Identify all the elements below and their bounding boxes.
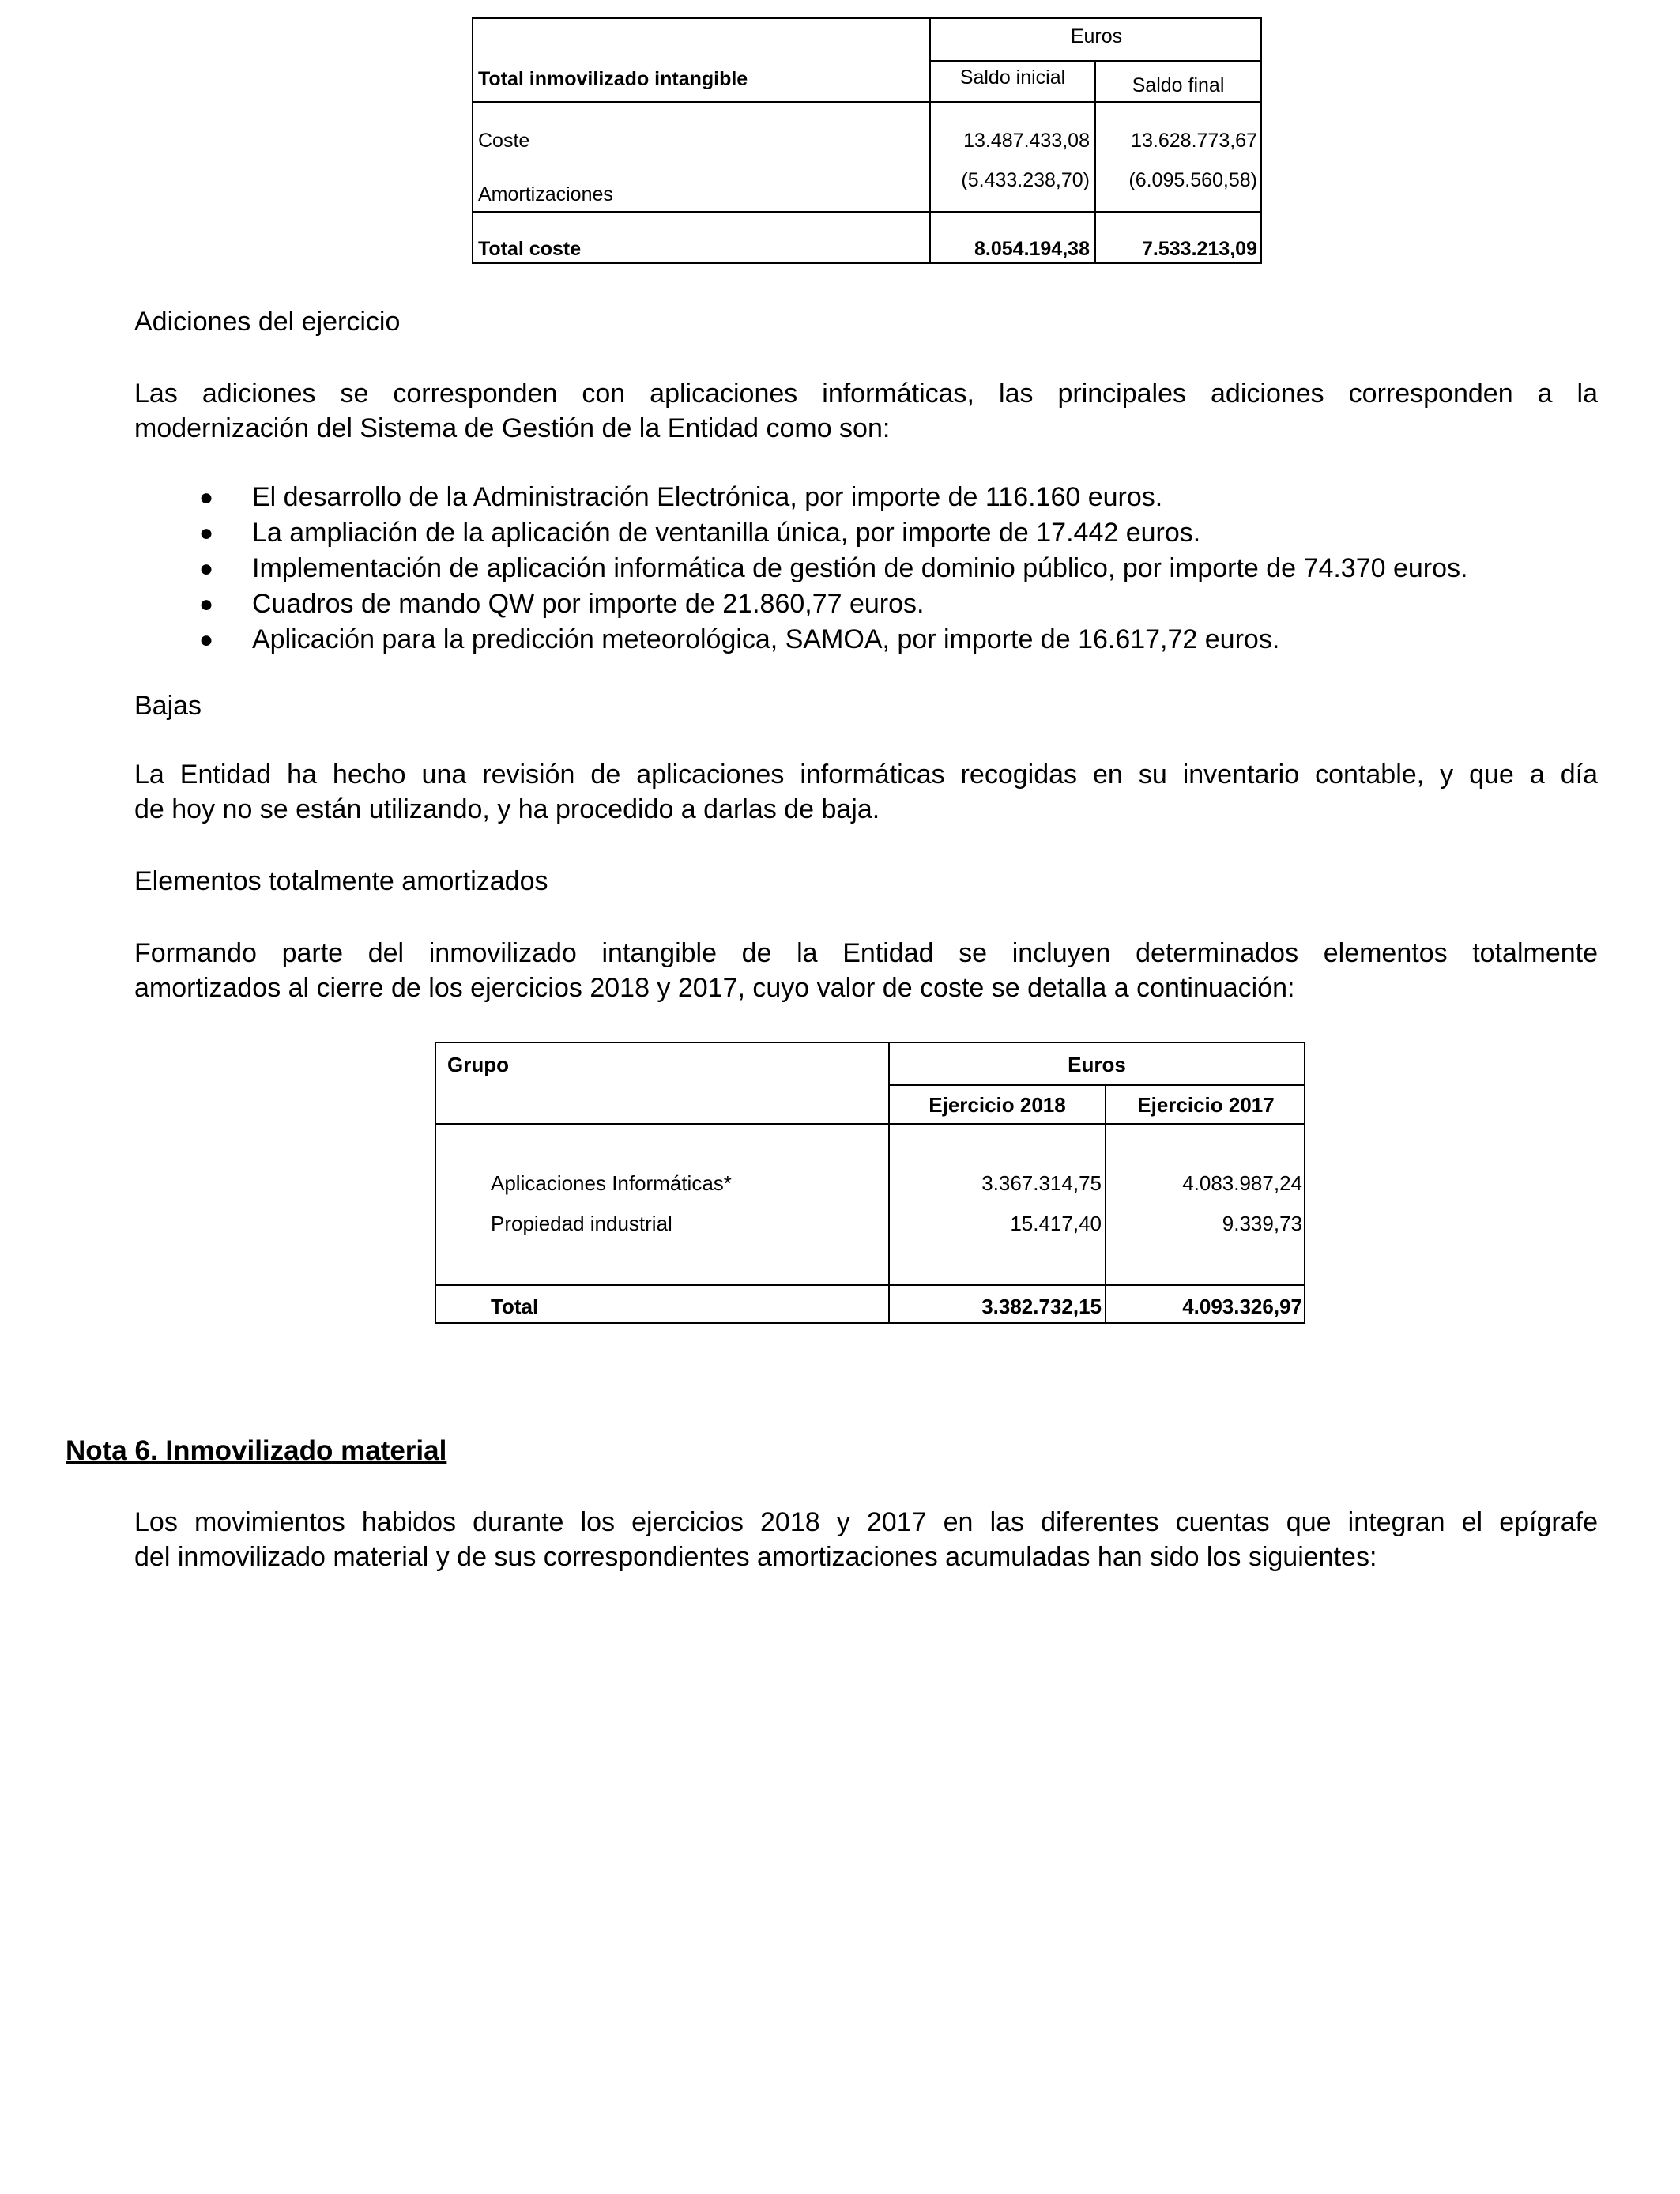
bajas-line1: La Entidad ha hecho una revisión de aplicaciones informáticas recogidas en su inventario contable, y que a día — [134, 760, 1598, 790]
bullet-icon: ● — [199, 627, 214, 653]
list-item: ● Implementación de aplicación informática de gestión de dominio público, por importe de 74.370 euros. — [198, 551, 1604, 586]
table-divider — [473, 211, 1260, 213]
cell-amortizaciones-final: (6.095.560,58) — [1128, 169, 1257, 191]
list-item: ● El desarrollo de la Administración Electrónica, por importe de 116.160 euros. — [198, 480, 1604, 515]
row-header: Total inmovilizado intangible — [478, 68, 748, 90]
cell-propiedad-2018: 15.417,40 — [1010, 1212, 1102, 1235]
cell-aplicaciones-2017: 4.083.987,24 — [1182, 1171, 1302, 1195]
nota6-paragraph — [134, 1505, 1598, 1574]
table-divider — [473, 101, 1260, 103]
bajas-line2: de hoy no se están utilizando, y ha procedido a darlas de baja. — [134, 794, 880, 824]
row-label-coste: Coste — [478, 130, 530, 152]
bullet-icon: ● — [199, 520, 214, 546]
col-header-2017: Ejercicio 2017 — [1137, 1093, 1275, 1117]
row-label-total-coste: Total coste — [478, 238, 582, 260]
adiciones-intro — [134, 376, 1598, 446]
bajas-paragraph — [134, 757, 1598, 827]
adiciones-list — [198, 480, 1604, 658]
euros-header: Euros — [1068, 1053, 1126, 1076]
col-header-2018: Ejercicio 2018 — [929, 1093, 1066, 1117]
cell-total-2018: 3.382.732,15 — [981, 1295, 1102, 1318]
adiciones-intro-line1: Las adiciones se corresponden con aplicaciones informáticas, las principales adiciones corresponden a la — [134, 379, 1598, 409]
cell-total-inicial: 8.054.194,38 — [974, 238, 1090, 260]
cell-coste-final: 13.628.773,67 — [1131, 130, 1257, 152]
elementos-line2: amortizados al cierre de los ejercicios 2018 y 2017, cuyo valor de coste se detalla a continuación: — [134, 973, 1295, 1003]
cell-coste-inicial: 13.487.433,08 — [963, 130, 1090, 152]
col-header-saldo-inicial: Saldo inicial — [959, 66, 1066, 89]
table-divider — [436, 1123, 1304, 1125]
fully-amortized-table — [435, 1042, 1305, 1324]
cell-propiedad-2017: 9.339,73 — [1222, 1212, 1302, 1235]
row-label-aplicaciones: Aplicaciones Informáticas* — [491, 1171, 732, 1195]
table-divider — [929, 60, 1260, 62]
table-divider — [436, 1284, 1304, 1286]
cell-aplicaciones-2018: 3.367.314,75 — [981, 1171, 1102, 1195]
list-item: ● La ampliación de la aplicación de ventanilla única, por importe de 17.442 euros. — [198, 515, 1604, 551]
section-heading-adiciones: Adiciones del ejercicio — [134, 307, 401, 337]
euros-header: Euros — [1070, 25, 1123, 47]
bullet-icon: ● — [199, 484, 214, 511]
col-header-saldo-final: Saldo final — [1132, 74, 1225, 96]
bullet-icon: ● — [199, 591, 214, 617]
cell-total-final: 7.533.213,09 — [1142, 238, 1257, 260]
cell-amortizaciones-inicial: (5.433.238,70) — [961, 169, 1090, 191]
list-item: ● Aplicación para la predicción meteorológica, SAMOA, por importe de 16.617,72 euros. — [198, 622, 1604, 658]
col-header-grupo: Grupo — [447, 1053, 509, 1076]
intangible-summary-table — [472, 17, 1262, 264]
elementos-line1: Formando parte del inmovilizado intangible de la Entidad se incluyen determinados elementos totalmente — [134, 938, 1598, 968]
adiciones-intro-line2: modernización del Sistema de Gestión de la Entidad como son: — [134, 413, 891, 443]
bullet-icon: ● — [199, 556, 214, 582]
section-heading-bajas: Bajas — [134, 691, 202, 721]
row-label-amortizaciones: Amortizaciones — [478, 183, 613, 205]
section-heading-elementos: Elementos totalmente amortizados — [134, 866, 548, 896]
table-divider — [1105, 1084, 1106, 1322]
row-label-propiedad: Propiedad industrial — [491, 1212, 672, 1235]
section-title-nota-6: Nota 6. Inmovilizado material — [66, 1435, 447, 1466]
row-label-total: Total — [491, 1295, 539, 1318]
cell-total-2017: 4.093.326,97 — [1182, 1295, 1302, 1318]
nota6-line2: del inmovilizado material y de sus correspondientes amortizaciones acumuladas han sido los siguientes: — [134, 1542, 1377, 1572]
table-divider — [888, 1084, 1304, 1086]
list-item: ● Cuadros de mando QW por importe de 21.860,77 euros. — [198, 586, 1604, 622]
elementos-paragraph — [134, 936, 1598, 1005]
table-divider — [929, 19, 931, 262]
nota6-line1: Los movimientos habidos durante los ejercicios 2018 y 2017 en las diferentes cuentas que integran el epígrafe — [134, 1507, 1598, 1537]
